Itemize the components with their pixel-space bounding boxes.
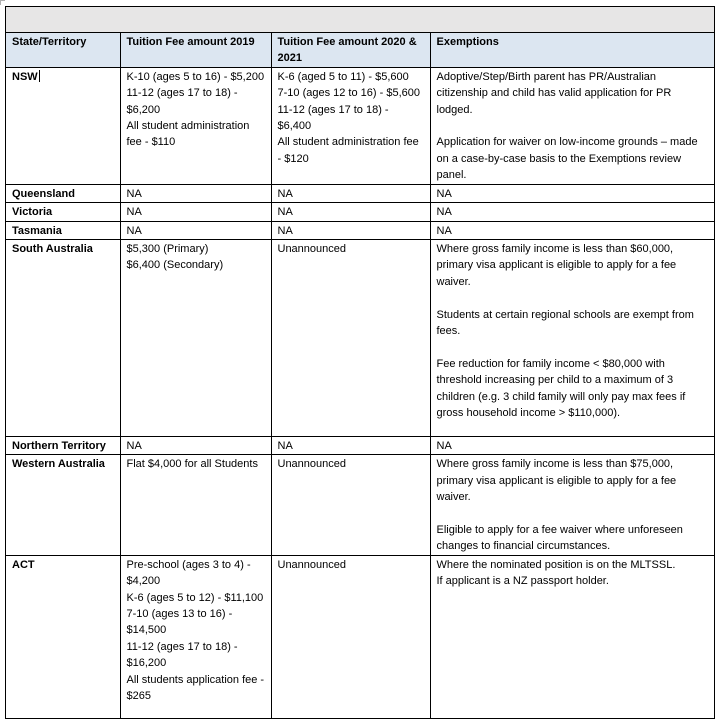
text-cursor	[39, 70, 40, 82]
fee-2020-2021-cell[interactable]: Unannounced	[271, 455, 430, 555]
exemptions-cell[interactable]: Where gross family income is less than $60,000, primary visa applicant is eligible to apply for a fee waiver. Students at certain regional schools are exempt from fees. Fee reduction for family income < $80,000 with threshold increasing per child to a maximum of 3 children (e.g. 3 child family will only pay max fees if gross household income > $110,000).	[430, 240, 714, 437]
header-fee-2020-2021: Tuition Fee amount 2020 & 2021	[271, 33, 430, 67]
state-cell[interactable]: Northern Territory	[6, 437, 120, 455]
exemptions-cell[interactable]: Where the nominated position is on the MLTSSL. If applicant is a NZ passport holder.	[430, 555, 714, 718]
fee-2020-2021-cell[interactable]: K-6 (aged 5 to 11) - $5,600 7-10 (ages 12 to 16) - $5,600 11-12 (ages 17 to 18) - $6,400 All student administration fee - $120	[271, 67, 430, 184]
state-cell[interactable]: NSW	[6, 67, 120, 184]
tuition-fee-table	[6, 33, 714, 718]
state-cell[interactable]: Tasmania	[6, 221, 120, 239]
fee-2020-2021-cell[interactable]: NA	[271, 184, 430, 202]
header-exemptions: Exemptions	[430, 33, 714, 67]
state-cell[interactable]: Victoria	[6, 203, 120, 221]
table-row	[6, 203, 714, 221]
fee-2019-cell[interactable]: NA	[120, 221, 271, 239]
tuition-fee-table-frame	[5, 6, 715, 719]
table-row	[6, 67, 714, 184]
table-header-row	[6, 33, 714, 67]
table-row	[6, 221, 714, 239]
fee-2019-cell[interactable]: NA	[120, 203, 271, 221]
state-cell[interactable]: Western Australia	[6, 455, 120, 555]
fee-2019-cell[interactable]: NA	[120, 437, 271, 455]
fee-2019-cell[interactable]: NA	[120, 184, 271, 202]
table-row	[6, 240, 714, 437]
table-row	[6, 555, 714, 718]
fee-2019-cell[interactable]: Pre-school (ages 3 to 4) - $4,200 K-6 (ages 5 to 12) - $11,100 7-10 (ages 13 to 16) - $14,500 11-12 (ages 17 to 18) - $16,200 All students application fee - $265	[120, 555, 271, 718]
state-cell[interactable]: ACT	[6, 555, 120, 718]
table-row	[6, 455, 714, 555]
table-row	[6, 184, 714, 202]
fee-2020-2021-cell[interactable]: NA	[271, 221, 430, 239]
table-row	[6, 437, 714, 455]
exemptions-cell[interactable]: NA	[430, 221, 714, 239]
exemptions-cell[interactable]: Adoptive/Step/Birth parent has PR/Australian citizenship and child has valid application for PR lodged. Application for waiver on low-income grounds – made on a case-by-case basis to the Exemptions review panel.	[430, 67, 714, 184]
header-state: State/Territory	[6, 33, 120, 67]
exemptions-cell[interactable]: NA	[430, 184, 714, 202]
fee-2019-cell[interactable]: $5,300 (Primary) $6,400 (Secondary)	[120, 240, 271, 437]
table-title-row	[6, 7, 714, 33]
fee-2020-2021-cell[interactable]: NA	[271, 203, 430, 221]
document-corner-mark	[0, 0, 5, 5]
fee-2019-cell[interactable]: Flat $4,000 for all Students	[120, 455, 271, 555]
state-cell[interactable]: South Australia	[6, 240, 120, 437]
fee-2020-2021-cell[interactable]: Unannounced	[271, 555, 430, 718]
exemptions-cell[interactable]: NA	[430, 437, 714, 455]
state-cell[interactable]: Queensland	[6, 184, 120, 202]
exemptions-cell[interactable]: Where gross family income is less than $75,000, primary visa applicant is eligible to apply for a fee waiver. Eligible to apply for a fee waiver where unforeseen changes to financial circumstances.	[430, 455, 714, 555]
header-fee-2019: Tuition Fee amount 2019	[120, 33, 271, 67]
fee-2020-2021-cell[interactable]: NA	[271, 437, 430, 455]
exemptions-cell[interactable]: NA	[430, 203, 714, 221]
fee-2019-cell[interactable]: K-10 (ages 5 to 16) - $5,200 11-12 (ages 17 to 18) - $6,200 All student administration fee - $110	[120, 67, 271, 184]
fee-2020-2021-cell[interactable]: Unannounced	[271, 240, 430, 437]
